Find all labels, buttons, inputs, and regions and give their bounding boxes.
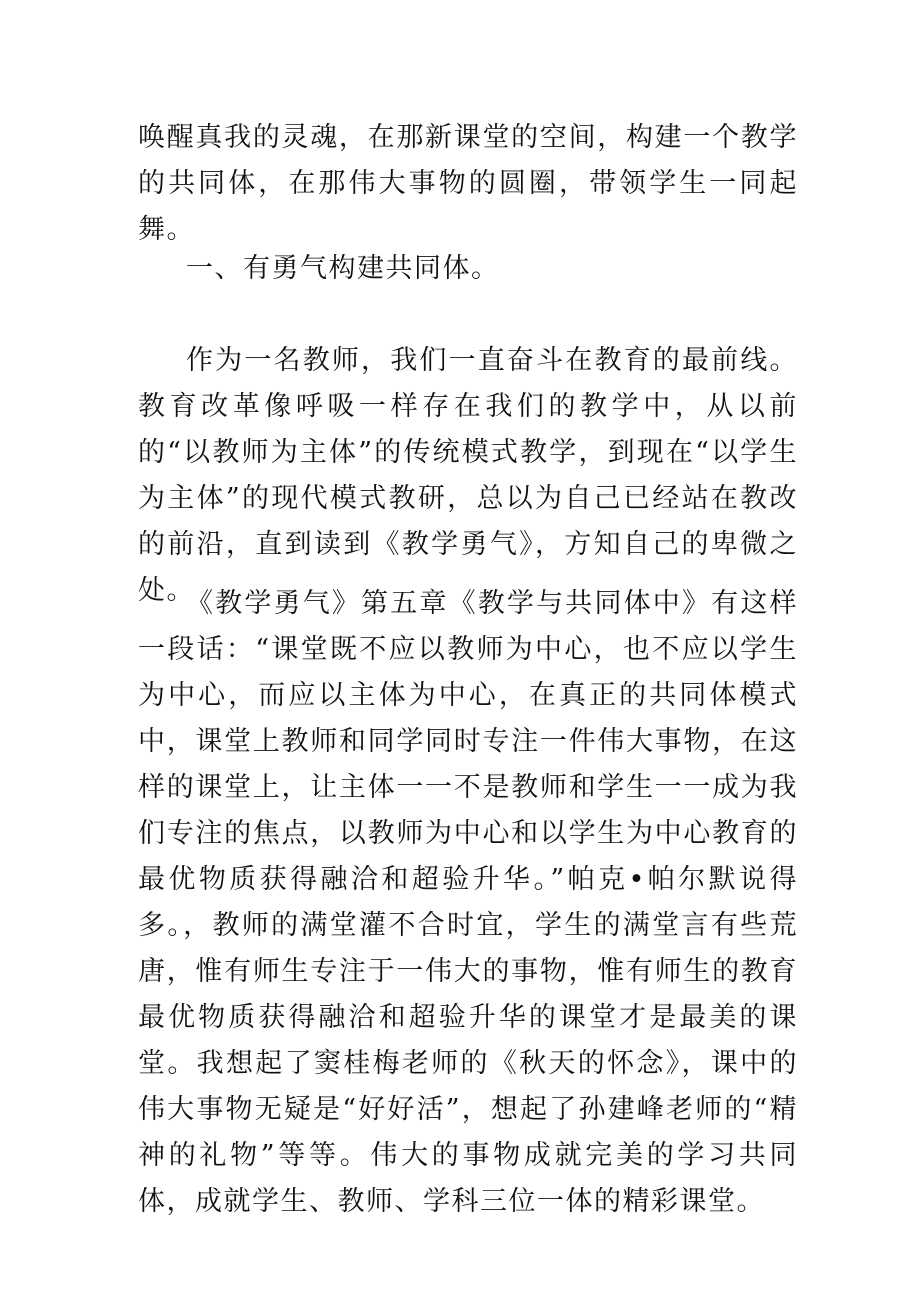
section-heading: 一、有勇气构建共同体。 [186,253,500,284]
body-paragraph-1: 作为一名教师，我们一直奋斗在教育的最前线。教育改革像呼吸一样存在我们的教学中，从以前的“以教师为主体”的传统模式教学，到现在“以学生为主体”的现代模式教研，总以为自己已经站在教改的前沿，直到读到《教学勇气》，方知自己的卑微之处。 [138,345,798,606]
body-paragraph-2: 《教学勇气》第五章《教学与共同体中》有这样一段话：“课堂既不应以教师为中心，也不应以学生为中心，而应以主体为中心，在真正的共同体模式中，课堂上教师和同学同时专注一件伟大事物，在这样的课堂上，让主体一一不是教师和学生一一成为我们专注的焦点，以教师为中心和以学生为中心教育的最优物质获得融洽和超验升华。”帕克•帕尔默说得多。，教师的满堂灌不合时宜，学生的满堂言有些荒唐，惟有师生专注于一伟大的事物，惟有师生的教育最优物质获得融洽和超验升华的课堂才是最美的课堂。我想起了窦桂梅老师的《秋天的怀念》，课中的伟大事物无疑是“好好活”，想起了孙建峰老师的“精神的礼物”等等。伟大的事物成就完美的学习共同体，成就学生、教师、学科三位一体的精彩课堂。 [138,588,798,1217]
intro-paragraph: 唤醒真我的灵魂，在那新课堂的空间，构建一个教学的共同体，在那伟大事物的圆圈，带领学生一同起舞。 [138,122,798,245]
